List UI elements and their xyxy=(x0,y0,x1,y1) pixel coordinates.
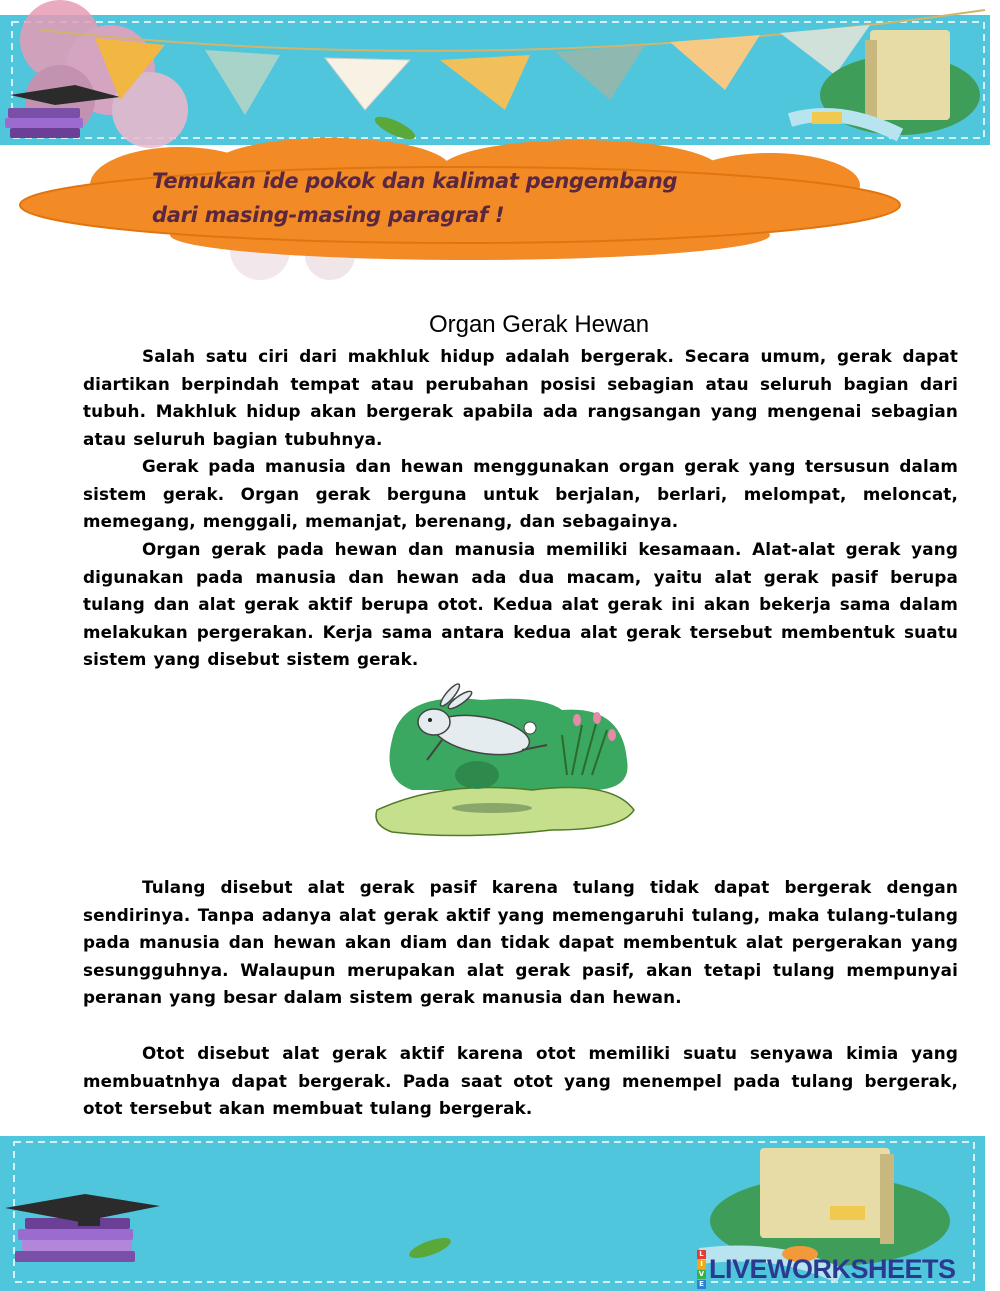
paragraph-2: Gerak pada manusia dan hewan menggunakan organ gerak yang tersusun dalam sistem gerak. Organ gerak berguna untuk berjalan, berlari, melompat, meloncat, memegang, menggali, memanjat, berenang, dan sebagainya. xyxy=(83,456,958,532)
watermark-text: LIVEWORKSHEETS xyxy=(709,1253,956,1284)
paragraph-5: Otot disebut alat gerak aktif karena otot memiliki suatu senyawa kimia yang membuatnhya dapat bergerak. Pada saat otot yang menempel pada tulang bergerak, otot tersebut akan membuat tulang bergerak. xyxy=(83,1043,958,1119)
rabbit-illustration xyxy=(372,680,642,840)
instruction-text xyxy=(152,164,752,232)
instruction-line-1: Temukan ide pokok dan kalimat pengembang xyxy=(152,169,678,193)
liveworksheets-watermark xyxy=(697,1249,956,1288)
paragraph-4: Tulang disebut alat gerak pasif karena tulang tidak dapat bergerak dengan sendirinya. Tanpa adanya alat gerak aktif yang memengaruhi tulang, maka tulang-tulang pada manusia dan hewan akan diam dan tidak dapat membentuk alat pergerakan yang sesungguhnya. Walaupun merupakan alat gerak pasif, akan tetapi tulang mempunyai peranan yang besar dalam sistem gerak manusia dan hewan. xyxy=(83,877,958,1008)
article-title: Organ Gerak Hewan xyxy=(428,311,650,338)
liveworksheets-logo-icon: L I V E xyxy=(698,1249,705,1288)
top-banner xyxy=(0,0,1000,300)
instruction-line-2: dari masing-masing paragraf ! xyxy=(152,203,505,227)
paragraph-1: Salah satu ciri dari makhluk hidup adalah bergerak. Secara umum, gerak dapat diartikan berpindah tempat atau perubahan posisi sebagian atau seluruh bagian dari tubuh. Makhluk hidup akan bergerak apabila ada rangsangan yang mengenai sebagian atau seluruh bagian tubuhnya. xyxy=(83,346,958,449)
paragraph-3: Organ gerak pada hewan dan manusia memiliki kesamaan. Alat-alat gerak yang digunakan pada manusia dan hewan ada dua macam, yaitu alat gerak pasif berupa tulang dan alat gerak aktif berupa otot. Kedua alat gerak ini akan bekerja sama dalam melakukan pergerakan. Kerja sama antara kedua alat gerak tersebut membentuk suatu sistem yang disebut sistem gerak. xyxy=(83,539,958,670)
